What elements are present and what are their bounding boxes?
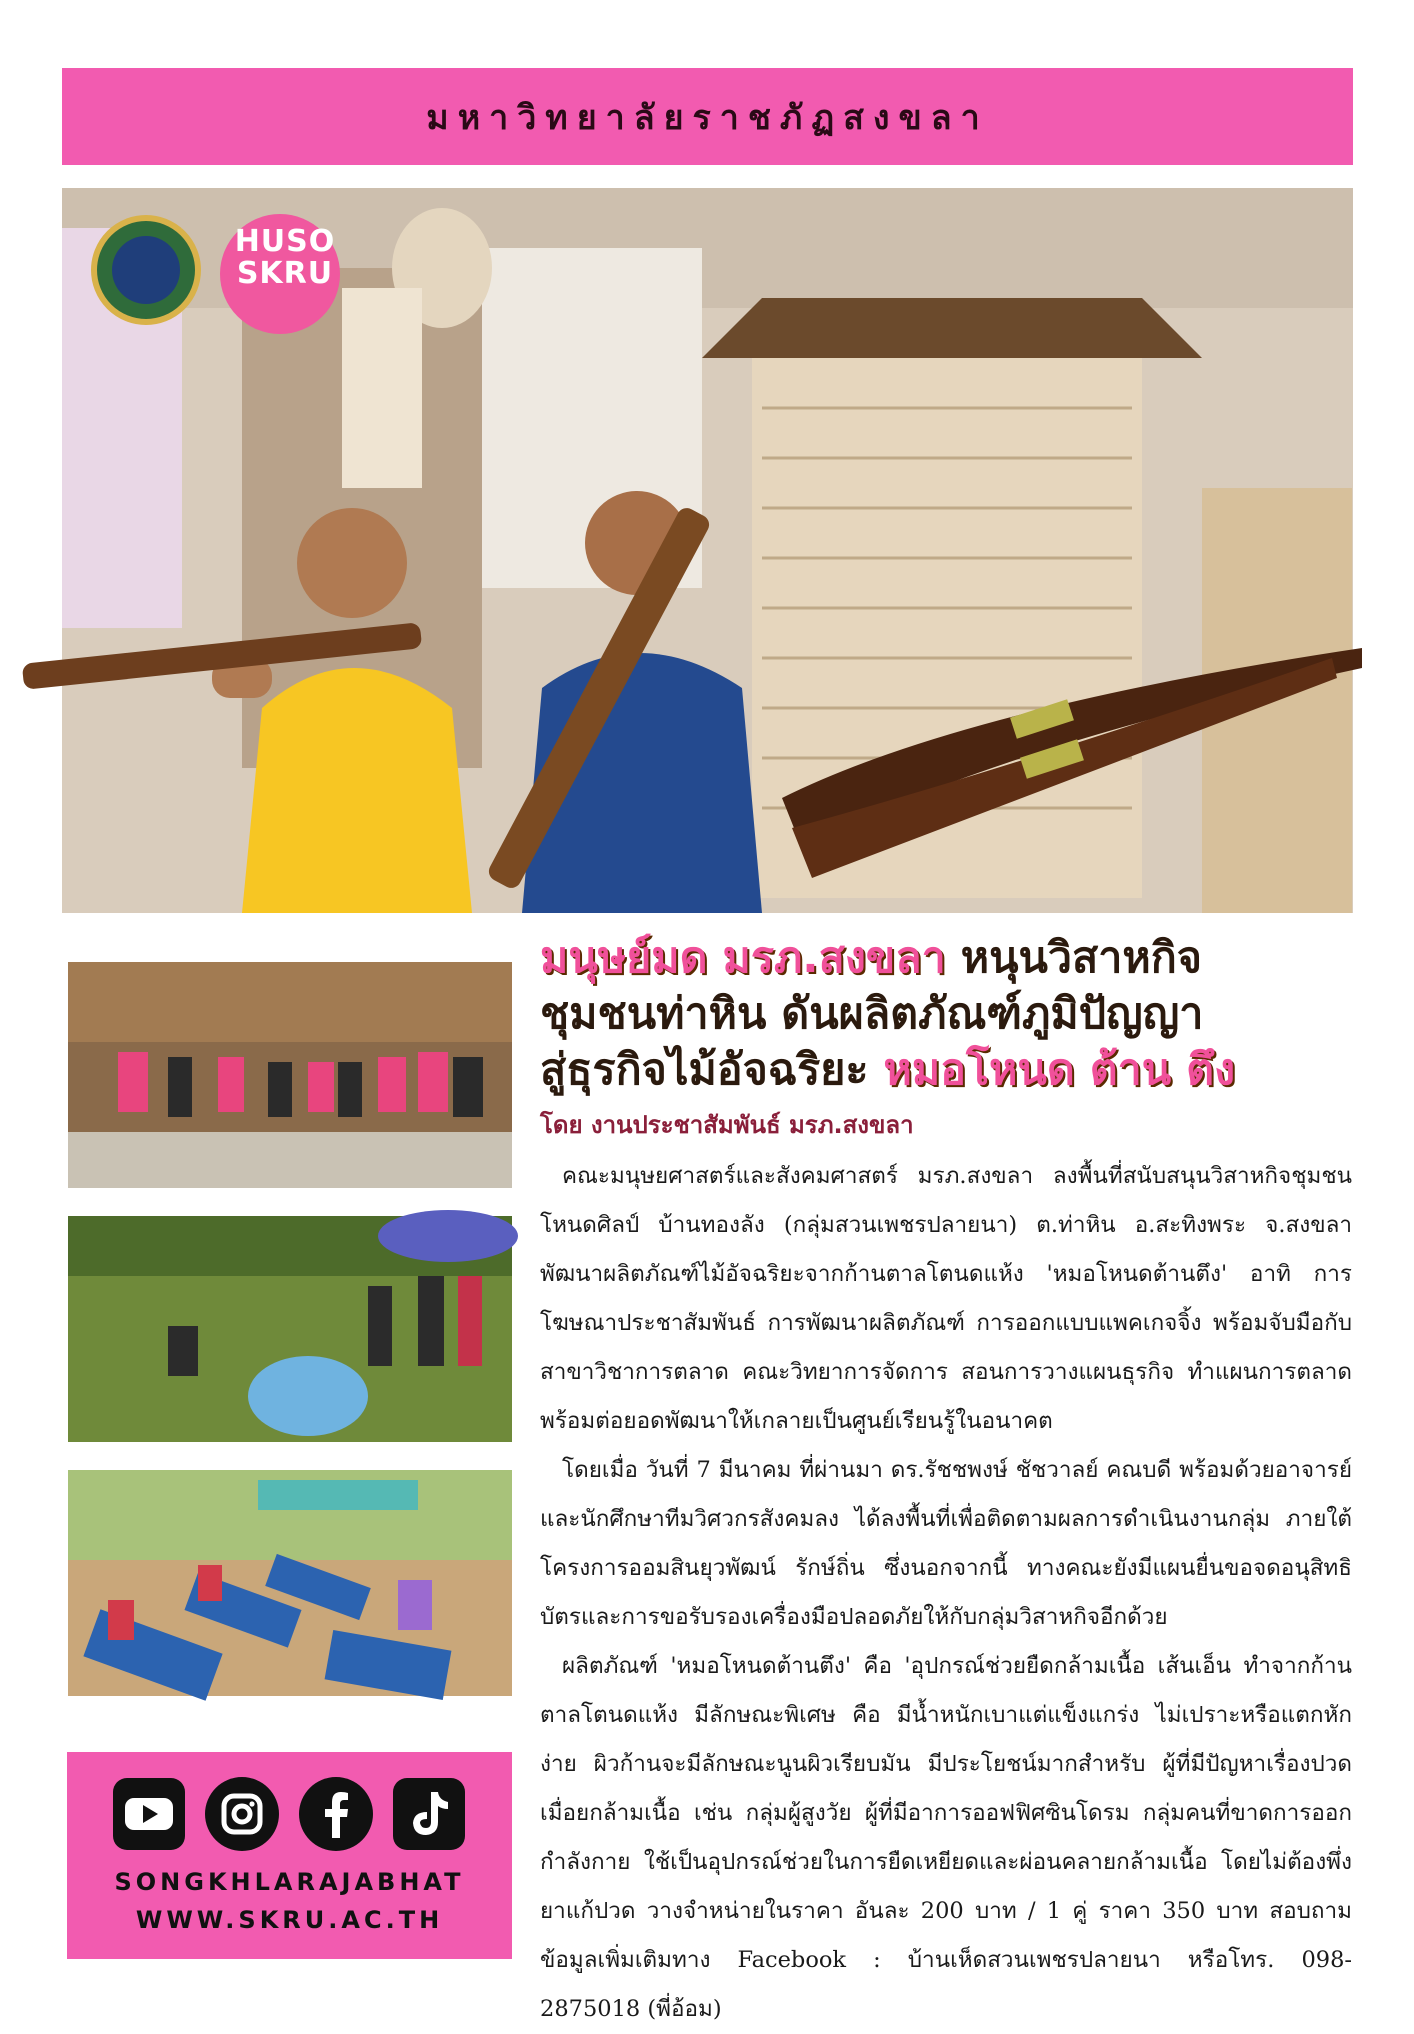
article-headline — [540, 930, 1370, 1098]
social-links-box — [67, 1752, 512, 1959]
photo-product-demo — [68, 1470, 512, 1696]
headline-line2: ชุมชนท่าหิน ดันผลิตภัณฑ์ภูมิปัญญา — [540, 989, 1204, 1039]
body-paragraph-2: โดยเมื่อ วันที่ 7 มีนาคม ที่ผ่านมา ดร.รัชชพงษ์ ชัชวาลย์ คณบดี พร้อมด้วยอาจารย์และนักศึกษาทีมวิศวกรสังคมลง ได้ลงพื้นที่เพื่อติดตามผลการดำเนินงานกลุ่ม ภายใต้โครงการออมสินยุวพัฒน์ รักษ์ถิ่น ซึ่งนอกจากนี้ ทางคณะยังมีแผนยื่นขอจดอนุสิทธิบัตรและการขอรับรองเครื่องมือปลอดภัยให้กับกลุ่มวิสาหกิจอีกด้วย — [540, 1457, 1352, 1630]
website-link[interactable]: WWW.SKRU.AC.TH — [135, 1906, 444, 1934]
header-banner — [62, 68, 1353, 165]
facebook-icon[interactable] — [298, 1776, 374, 1852]
instagram-icon[interactable] — [204, 1776, 280, 1852]
article-body — [540, 1152, 1352, 2034]
body-paragraph-1: คณะมนุษยศาสตร์และสังคมศาสตร์ มรภ.สงขลา ลงพื้นที่สนับสนุนวิสาหกิจชุมชนโหนดศิลป์ บ้านทองลัง (กลุ่มสวนเพชรปลายนา) ต.ท่าหิน อ.สะทิงพระ จ.สงขลา พัฒนาผลิตภัณฑ์ไม้อัจฉริยะจากก้านตาลโตนดแห้ง 'หมอโหนดต้านตึง' อาทิ การโฆษณาประชาสัมพันธ์ การพัฒนาผลิตภัณฑ์ การออกแบบแพคเกจจิ้ง พร้อมจับมือกับสาขาวิชาการตลาด คณะวิทยาการจัดการ สอนการวางแผนธุรกิจ ทำแผนการตลาด พร้อมต่อยอดพัฒนาให้เกลายเป็นศูนย์เรียนรู้ในอนาคต — [540, 1163, 1352, 1434]
social-account-name: SONGKHLARAJABHAT — [114, 1868, 465, 1896]
university-name: มหาวิทยาลัยราชภัฏสงขลา — [426, 97, 989, 138]
byline: โดย งานประชาสัมพันธ์ มรภ.สงขลา — [540, 1111, 914, 1139]
photo-field-visit — [68, 1216, 512, 1442]
headline-line3-accent: หมอโหนด ต้าน ตึง — [883, 1045, 1236, 1095]
huso-logo: HUSO SKRU — [234, 224, 336, 291]
headline-line3: สู่ธุรกิจไม้อัจฉริยะ — [540, 1045, 884, 1095]
social-icons — [111, 1776, 467, 1852]
body-paragraph-3: ผลิตภัณฑ์ 'หมอโหนดต้านตึง' คือ 'อุปกรณ์ช่วยยืดกล้ามเนื้อ เส้นเอ็น ทำจากก้านตาลโตนดแห้ง มีลักษณะพิเศษ คือ มีน้ำหนักเบาแต่แข็งแกร่ง ไม่เปราะหรือแตกหักง่าย ผิวก้านจะมีลักษณะนูนผิวเรียบมัน มีประโยชน์มากสำหรับ ผู้ที่มีปัญหาเรื่องปวดเมื่อยกล้ามเนื้อ เช่น กลุ่มผู้สูงวัย ผู้ที่มีอาการออฟฟิศซินโดรม กลุ่มคนที่ขาดการออกกำลังกาย ใช้เป็นอุปกรณ์ช่วยในการยืดเหยียดและผ่อนคลายกล้ามเนื้อ โดยไม่ต้องพึ่งยาแก้ปวด วางจำหน่ายในราคา อันละ 200 บาท / 1 คู่ ราคา 350 บาท สอบถามข้อมูลเพิ่มเติมทาง Facebook : บ้านเห็ดสวนเพชรปลายนา หรือโทร. 098-2875018 (พี่อ้อม) — [540, 1653, 1352, 2022]
photo-group-visit — [68, 962, 512, 1188]
hero-photo — [62, 188, 1353, 913]
headline-line1-accent: มนุษย์มด มรภ.สงขลา — [540, 933, 946, 983]
youtube-icon[interactable] — [111, 1776, 187, 1852]
tiktok-icon[interactable] — [391, 1776, 467, 1852]
headline-line1: หนุนวิสาหกิจ — [945, 933, 1202, 983]
